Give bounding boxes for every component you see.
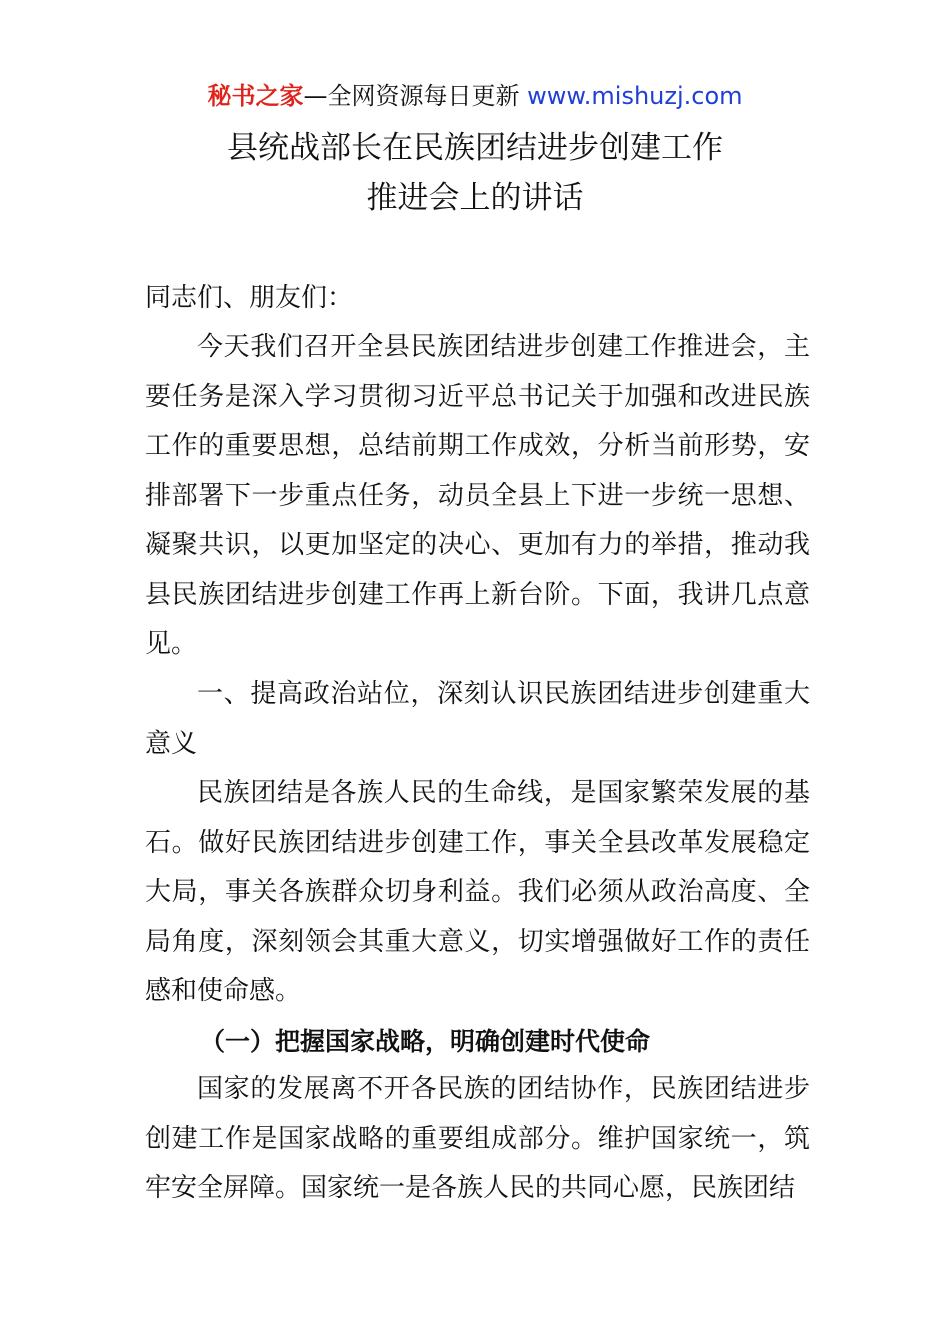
- document-title-line1: 县统战部长在民族团结进步创建工作: [227, 130, 723, 166]
- salutation: 同志们、朋友们：: [145, 283, 354, 313]
- section-heading-1: 一、提高政治站位，深刻认识民族团结进步创建重大意义: [145, 679, 810, 759]
- site-header: [0, 80, 950, 112]
- subsection-heading-1: （一）把握国家战略，明确创建时代使命: [200, 1027, 651, 1056]
- paragraph-section-1: 民族团结是各族人民的生命线，是国家繁荣发展的基石。做好民族团结进步创建工作，事关全县改革发展稳定大局，事关各族群众切身利益。我们必须从政治高度、全局角度，深刻领会其重大意义，切实增强做好工作的责任感和使命感。: [145, 778, 810, 1006]
- document-title-line2: 推进会上的讲话: [366, 180, 584, 216]
- brand-name: 秘书之家: [207, 82, 304, 110]
- header-tagline: —全网资源每日更新: [303, 82, 528, 110]
- site-url-link[interactable]: www.mishuzj.com: [527, 82, 743, 110]
- paragraph-subsection-1: 国家的发展离不开各民族的团结协作，民族团结进步创建工作是国家战略的重要组成部分。维护国家统一，筑牢安全屏障。国家统一是各族人民的共同心愿，民族团结: [145, 1074, 810, 1203]
- paragraph-intro: 今天我们召开全县民族团结进步创建工作推进会，主要任务是深入学习贯彻习近平总书记关于加强和改进民族工作的重要思想，总结前期工作成效，分析当前形势，安排部署下一步重点任务，动员全县上下进一步统一思想、凝聚共识，以更加坚定的决心、更加有力的举措，推动我县民族团结进步创建工作再上新台阶。下面，我讲几点意见。: [145, 332, 810, 659]
